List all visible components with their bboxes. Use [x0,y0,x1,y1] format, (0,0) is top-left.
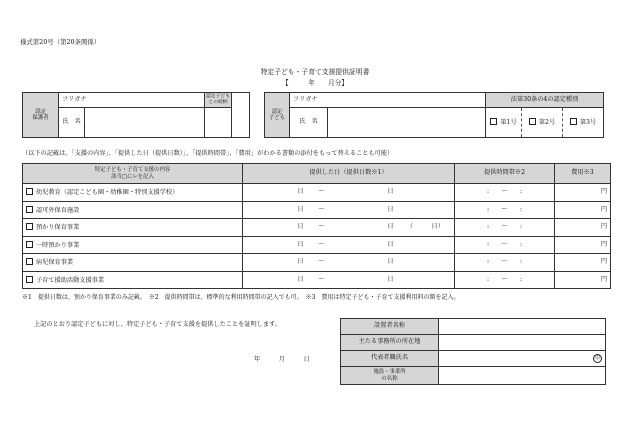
child-name-field[interactable] [328,108,486,138]
seal-icon: 印 [593,354,602,363]
day-count[interactable] [397,201,455,219]
fee-cell[interactable]: 円 [555,201,611,219]
day-count[interactable] [397,271,455,289]
checkbox-icon[interactable] [26,241,33,248]
form-number: 様式第20号（第20条関係） [20,38,101,46]
tilde: 〜 [307,184,337,202]
day-count[interactable] [397,254,455,272]
facility-field[interactable] [439,351,606,367]
guardian-label: 認定 保護者 [23,93,59,138]
fee-cell[interactable]: 円 [555,254,611,272]
guardian-name-label: 氏 名 [59,108,85,138]
tilde: 〜 [307,254,337,272]
start-day[interactable]: 日 [243,201,307,219]
time-range[interactable]: : 〜 : [455,201,555,219]
child-name-label: 氏 名 [290,108,328,138]
child-table [264,92,604,138]
relation-spacer [205,108,232,138]
table-row [23,254,611,272]
footnote: ※1 提供日数は、預かり保育事業のみ記載。 ※2 提供時間帯は、標準的な利用時間帯の記入でも可。 ※3 費用は特定子ども・子育て支援利用料の額を記入。 [22,294,460,301]
end-day[interactable]: 日 [337,236,397,254]
time-range[interactable]: : 〜 : [455,219,555,237]
cert-type-2[interactable]: 第2号 [522,108,563,138]
header-dates: 提供した日（提供日数※1） [243,164,455,184]
service-item[interactable]: 預かり保育事業 [23,219,243,237]
cert-type-header: 法第30条の4の認定種別 [486,93,604,108]
table-row [23,271,611,289]
time-range[interactable]: : 〜 : [455,254,555,272]
certification-text: 上記のとおり認定子どもに対し、特定子ども・子育て支援を提供したことを証明します。 [34,321,282,328]
tilde: 〜 [307,271,337,289]
tilde: 〜 [307,236,337,254]
day-count[interactable] [397,184,455,202]
day-count[interactable] [397,236,455,254]
guardian-furigana-label: フリガナ [59,93,205,108]
header-fee: 費用※3 [555,164,611,184]
facility-field[interactable] [439,335,606,351]
page-title: 特定子ども・子育て支援提供証明書 [260,68,370,76]
checkbox-icon[interactable] [26,223,33,230]
facility-row-label: 施設・事業所 の名称 [341,367,439,385]
cert-type-3[interactable]: 第3号 [563,108,604,138]
facility-row-label: 主たる事務所の所在地 [341,335,439,351]
facility-field[interactable] [439,367,606,385]
checkbox-icon[interactable] [26,276,33,283]
facility-table [340,318,606,385]
fee-cell[interactable]: 円 [555,184,611,202]
note-line: （以下の記載は、「支援の内容」、「提供した日（提供日数）」、「提供時間帯」、「費用」がわかる書類の添付をもって替えることも可能） [22,150,394,157]
date-line: 年 月 日 [254,356,310,363]
child-label: 認定 子ども [265,93,290,138]
tilde: 〜 [307,219,337,237]
end-day[interactable]: 日 [337,184,397,202]
end-day[interactable]: 日 [337,271,397,289]
header-content: 特定子ども・子育て支援の内容 該当□にレを記入 [23,164,243,184]
time-range[interactable]: : 〜 : [455,271,555,289]
relation-field[interactable] [232,93,250,138]
guardian-name-field[interactable] [85,108,205,138]
relation-label: 認定子ども との続柄 [205,93,232,108]
facility-row-label: 代表者職氏名 [341,351,439,367]
service-item[interactable]: 子育て援助活動支援事業 [23,271,243,289]
period-label: 【 年 月分】 [282,79,348,87]
table-row [23,201,611,219]
end-day[interactable]: 日 [337,254,397,272]
fee-cell[interactable]: 円 [555,271,611,289]
start-day[interactable]: 日 [243,219,307,237]
start-day[interactable]: 日 [243,254,307,272]
guardian-table [22,92,250,138]
service-item[interactable]: 幼児教育（認定こども園・幼稚園・特別支援学校） [23,184,243,202]
table-row [23,184,611,202]
start-day[interactable]: 日 [243,184,307,202]
checkbox-icon[interactable] [26,206,33,213]
time-range[interactable]: : 〜 : [455,184,555,202]
header-times: 提供時間帯※2 [455,164,555,184]
fee-cell[interactable]: 円 [555,236,611,254]
end-day[interactable]: 日 [337,201,397,219]
checkbox-icon[interactable] [26,258,33,265]
checkbox-icon[interactable] [490,118,497,125]
fee-cell[interactable]: 円 [555,219,611,237]
table-row [23,236,611,254]
facility-field[interactable] [439,319,606,335]
checkbox-icon[interactable] [529,118,536,125]
child-furigana-label: フリガナ [290,93,486,108]
end-day[interactable]: 日 [337,219,397,237]
cert-type-1[interactable]: 第1号 [486,108,522,138]
tilde: 〜 [307,201,337,219]
start-day[interactable]: 日 [243,271,307,289]
service-item[interactable]: 一時預かり事業 [23,236,243,254]
time-range[interactable]: : 〜 : [455,236,555,254]
service-table [22,163,611,289]
service-item[interactable]: 病児保育事業 [23,254,243,272]
checkbox-icon[interactable] [570,118,577,125]
day-count[interactable]: （ 日） [397,219,455,237]
facility-row-label: 設置者名称 [341,319,439,335]
table-row [23,219,611,237]
service-item[interactable]: 認可外保育施設 [23,201,243,219]
start-day[interactable]: 日 [243,236,307,254]
checkbox-icon[interactable] [26,188,33,195]
